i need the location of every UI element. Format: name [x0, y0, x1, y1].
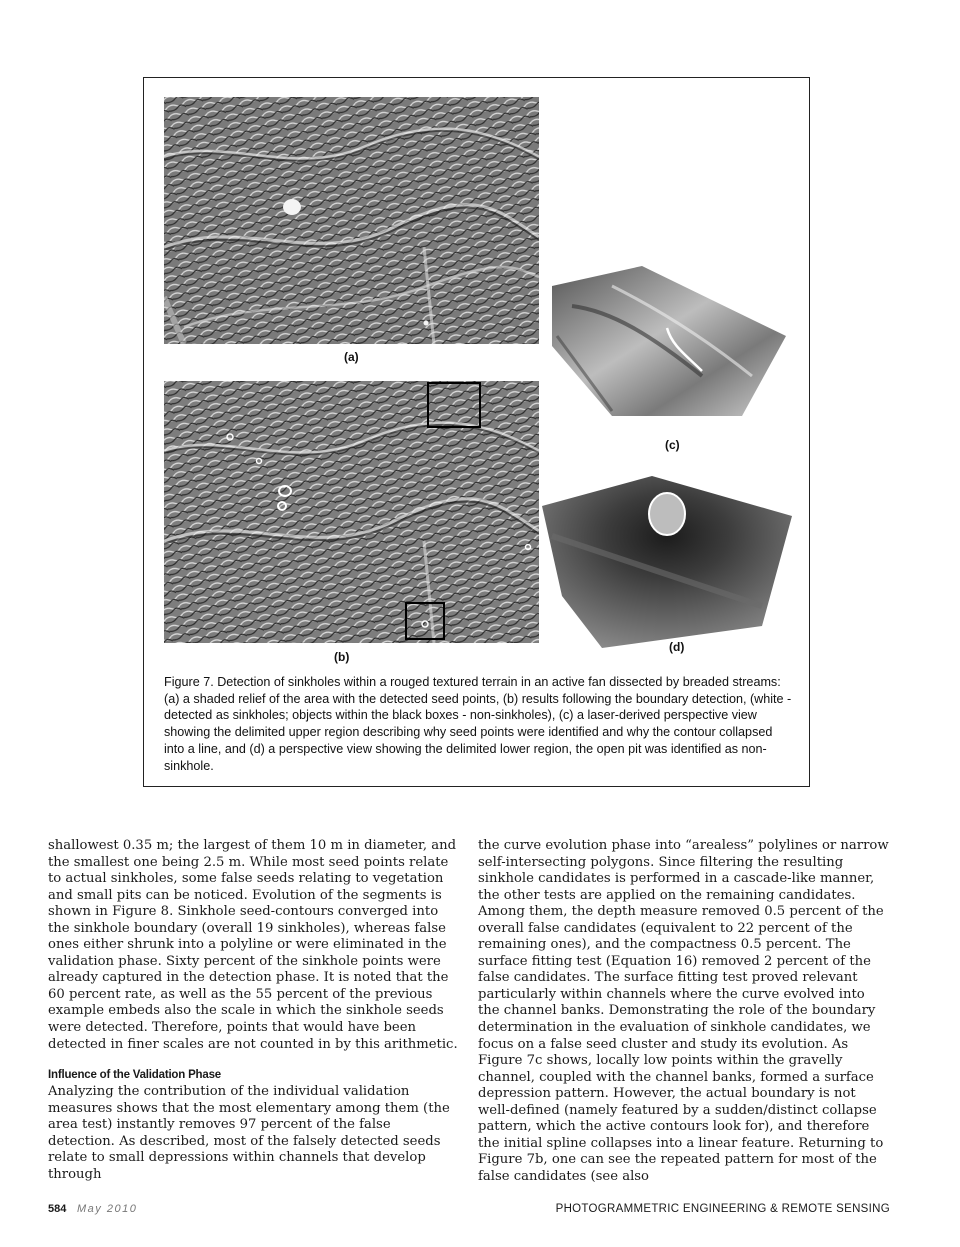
left-column: [48, 838, 460, 1183]
panel-label-b: (b): [334, 650, 350, 664]
perspective-view-image-c: [552, 266, 786, 416]
right-column: [478, 838, 890, 1185]
issue-date: May 2010: [77, 1203, 138, 1215]
panel-label-d: (d): [669, 640, 685, 654]
boundary-detection-image-b: [164, 381, 539, 643]
page-number: 584: [48, 1203, 67, 1215]
perspective-view-image-d: [542, 476, 792, 648]
figure-caption: Figure 7. Detection of sinkholes within a rouged textured terrain in an active fan dissected by breaded streams: (a) a shaded relief of the area with the detected seed points, (b) results following the boundary detection, (white - detected as sinkholes; objects within the black boxes - non-sinkholes), (c) a laser-derived perspective view showing the delimited upper region describing why seed points were identified and why the contour collapsed into a line, and (d) a perspective view showing the delimited lower region, the open pit was identified as non-sinkhole.: [164, 675, 792, 773]
paragraph-left-1: shallowest 0.35 m; the largest of them 10 m in diameter, and the smallest one being 2.5 m. While most seed points relate to actual sinkholes, some false seeds relating to vegetation and small pits can be noticed. Evolution of the segments is shown in Figure 8. Sinkhole seed-contours converged into the sinkhole boundary (overall 19 sinkholes), whereas false ones either shrunk into a polyline or were eliminated in the validation phase. Sixty percent of the sinkhole points were already captured in the detection phase. It is noted that the 60 percent rate, as well as the 55 percent of the previous example embeds also the scale in which the sinkhole seeds were detected. Therefore, points that would have been detected in finer scales are not counted in by this arithmetic.: [48, 838, 458, 1052]
paragraph-left-2: Analyzing the contribution of the individual validation measures shows that the most elementary among them (the area test) instantly removes 97 percent of the false detection. As described, most of the falsely detected seeds relate to small depressions within channels that develop through: [48, 1084, 450, 1182]
figure-7: [143, 77, 810, 787]
paragraph-right: the curve evolution phase into “arealess” polylines or narrow self-intersecting polygons. Since filtering the resulting sinkhole candidates is performed in a cascade-like manner, the other tests are applied on the remaining candidates. Among them, the depth measure removed 0.5 percent of the overall false candidates (equivalent to 22 percent of the remaining ones), and the compactness 0.5 percent. The surface fitting test (Equation 16) removed 2 percent of the false candidates. The surface fitting test proved relevant particularly within channels where the curve evolved into the channel banks. Demonstrating the role of the boundary determination in the evaluation of sinkhole candidates, we focus on a false seed cluster and study its evolution. As Figure 7c shows, locally low points within the gravelly channel, coupled with the channel banks, formed a surface depression pattern. However, the actual boundary is not well-defined (namely featured by a sudden/distinct collapse pattern, which the active contours look for), and therefore the initial spline collapses into a linear feature. Returning to Figure 7b, one can see the repeated pattern for most of the false candidates (see also: [478, 838, 889, 1184]
section-heading: Influence of the Validation Phase: [48, 1069, 221, 1082]
shaded-relief-image-a: [164, 97, 539, 344]
journal-name: PHOTOGRAMMETRIC ENGINEERING & REMOTE SENSING: [555, 1203, 890, 1215]
panel-label-a: (a): [344, 350, 359, 364]
panel-label-c: (c): [665, 438, 680, 452]
